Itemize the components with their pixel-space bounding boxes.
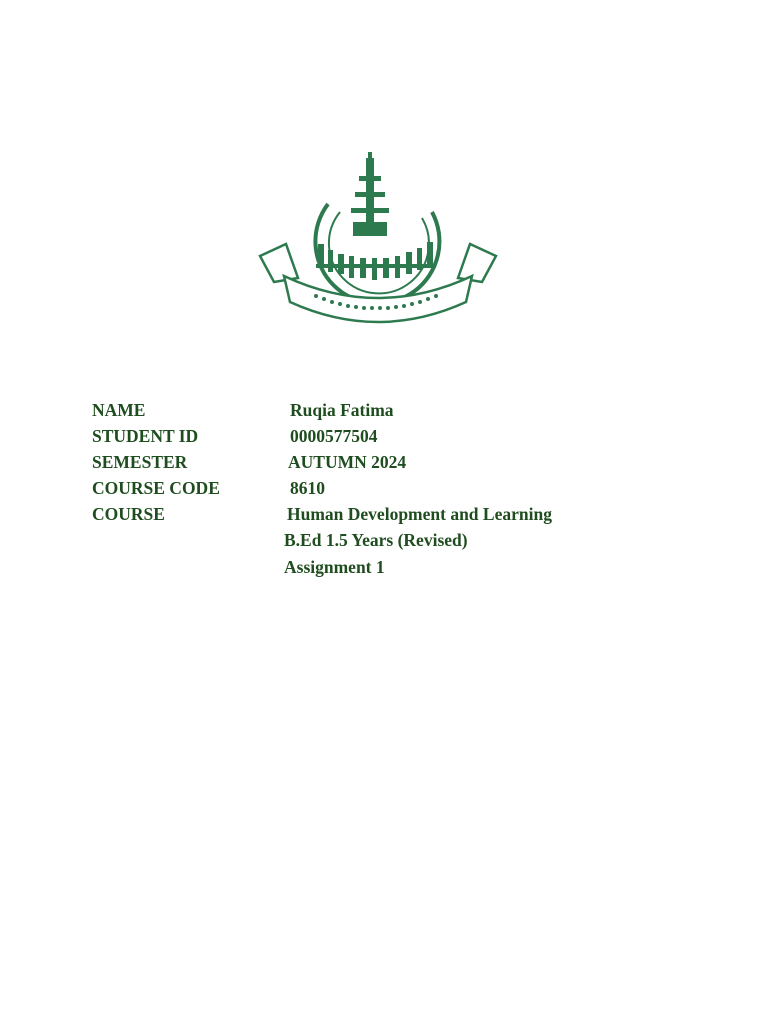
semester-label: SEMESTER (92, 452, 188, 472)
detail-row-assignment (0, 555, 768, 579)
detail-row-course-code (0, 476, 768, 500)
name-label: NAME (92, 400, 146, 420)
assignment-value: Assignment 1 (284, 557, 385, 577)
course-code-label: COURSE CODE (92, 478, 220, 498)
detail-row-course (0, 502, 768, 526)
name-value: Ruqia Fatima (290, 400, 394, 420)
course-value: Human Development and Learning (287, 504, 552, 524)
program-value: B.Ed 1.5 Years (Revised) (284, 530, 468, 550)
student-id-value: 0000577504 (290, 426, 378, 446)
detail-row-student-id (0, 424, 768, 448)
course-code-value: 8610 (290, 478, 325, 498)
semester-value: AUTUMN 2024 (288, 452, 407, 472)
detail-row-name (0, 398, 768, 422)
student-id-label: STUDENT ID (92, 426, 199, 446)
detail-row-program (0, 528, 768, 552)
course-label: COURSE (92, 504, 165, 524)
detail-row-semester (0, 450, 768, 474)
university-logo (256, 152, 500, 338)
